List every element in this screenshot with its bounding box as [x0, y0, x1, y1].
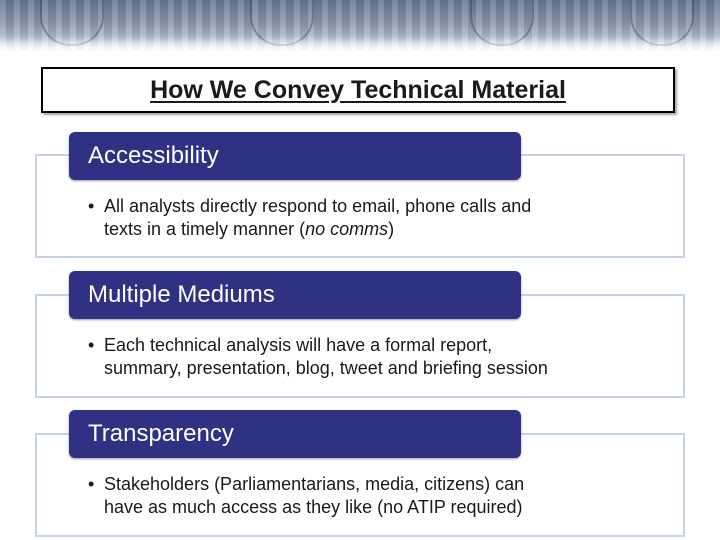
- multiple-mediums-header: [69, 271, 521, 319]
- bullet-icon: •: [88, 196, 95, 216]
- transparency-body: [88, 473, 648, 519]
- bullet-text: Stakeholders (Parliamentarians, media, citizens) can: [104, 474, 525, 494]
- bullet-item: [88, 334, 648, 357]
- bullet-text: ): [388, 219, 395, 239]
- bullet-icon: •: [88, 474, 95, 494]
- slide-title: How We Convey Technical Material: [150, 75, 566, 104]
- bullet-continuation: summary, presentation, blog, tweet and briefing session: [104, 358, 548, 378]
- transparency-heading: Transparency: [88, 420, 234, 447]
- multiple-mediums-body: [88, 334, 648, 380]
- bullet-text: texts in a timely manner (: [104, 219, 306, 239]
- italic-text: no comms: [305, 219, 389, 239]
- banner-fade: [0, 36, 720, 54]
- accessibility-header: [69, 132, 521, 180]
- bullet-item: [88, 473, 648, 496]
- slide-title-box: [41, 67, 675, 113]
- transparency-header: [69, 410, 521, 458]
- multiple-mediums-heading: Multiple Mediums: [88, 281, 275, 308]
- bullet-text: Each technical analysis will have a formal report,: [104, 335, 493, 355]
- header-banner-image: [0, 0, 720, 52]
- bullet-text: All analysts directly respond to email, phone calls and: [104, 196, 532, 216]
- bullet-icon: •: [88, 335, 95, 355]
- bullet-item: [88, 195, 648, 218]
- accessibility-heading: Accessibility: [88, 142, 219, 169]
- accessibility-body: [88, 195, 648, 241]
- bullet-continuation: [88, 218, 648, 241]
- bullet-continuation: have as much access as they like (no ATIP required): [104, 497, 523, 517]
